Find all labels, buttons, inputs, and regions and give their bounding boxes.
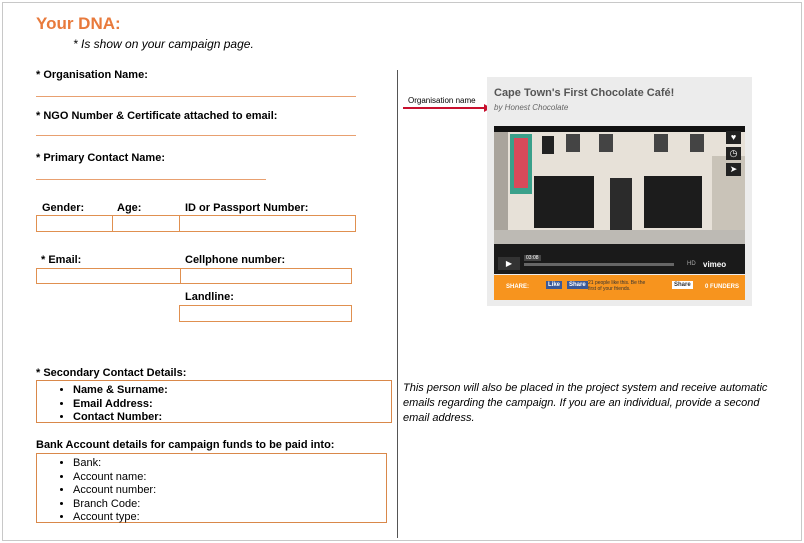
clock-icon[interactable]: ◷ (726, 147, 741, 160)
cellphone-field[interactable] (180, 268, 352, 284)
org-name-label: * Organisation Name: (36, 69, 148, 81)
id-passport-label: ID or Passport Number: (185, 202, 309, 214)
video-card-byline: by Honest Chocolate (494, 103, 569, 112)
list-item: • Account number: (73, 484, 386, 498)
list-item: • Bank: (73, 457, 386, 471)
page-title: Your DNA: (36, 14, 121, 33)
org-name-pointer-label: Organisation name (408, 96, 476, 105)
age-label: Age: (117, 202, 142, 214)
video-card-title: Cape Town's First Chocolate Café! (494, 87, 675, 99)
cellphone-label: Cellphone number: (185, 254, 286, 266)
facebook-social-text: 21 people like this. Be the first of your friends. (588, 280, 646, 292)
landline-field[interactable] (179, 305, 352, 322)
heart-icon[interactable]: ♥ (726, 131, 741, 144)
progress-track[interactable] (524, 263, 674, 266)
ngo-number-label: * NGO Number & Certificate attached to email: (36, 110, 278, 122)
ngo-number-field[interactable] (36, 135, 356, 136)
landline-label: Landline: (185, 291, 234, 303)
send-icon[interactable]: ➤ (726, 163, 741, 176)
org-name-field[interactable] (36, 96, 356, 97)
secondary-contact-heading: * Secondary Contact Details: (36, 367, 187, 379)
video-thumbnail (494, 126, 745, 274)
list-item: • Email Address: (73, 398, 391, 412)
list-item: • Account type: (73, 511, 386, 525)
list-item: • Branch Code: (73, 498, 386, 512)
list-item: • Contact Number: (73, 411, 391, 425)
share-label: SHARE: (506, 284, 530, 290)
video-timestamp: 03:08 (526, 255, 539, 261)
bank-details-heading: Bank Account details for campaign funds to be paid into: (36, 439, 335, 451)
play-icon[interactable]: ▶ (498, 257, 520, 270)
id-passport-field[interactable] (179, 215, 356, 232)
gender-field[interactable] (36, 215, 113, 232)
list-item: • Account name: (73, 471, 386, 485)
card-share-bar (494, 275, 745, 300)
age-field[interactable] (112, 215, 180, 232)
email-label: * Email: (41, 254, 82, 266)
primary-contact-field[interactable] (36, 179, 266, 180)
linkedin-share-button[interactable]: Share (674, 282, 691, 288)
primary-contact-label: * Primary Contact Name: (36, 152, 165, 164)
column-divider (397, 70, 398, 538)
bank-details-box[interactable] (36, 453, 387, 523)
secondary-contact-box[interactable] (36, 380, 392, 423)
secondary-contact-note: This person will also be placed in the project system and receive automatic emails regarding the campaign. If you are an individual, provide a second email address. (403, 382, 768, 424)
gender-label: Gender: (42, 202, 85, 214)
facebook-like-button[interactable]: Like (548, 282, 561, 288)
hd-toggle[interactable]: HD (687, 261, 696, 267)
list-item: • Name & Surname: (73, 384, 391, 398)
email-field[interactable] (36, 268, 181, 284)
vimeo-logo[interactable]: vimeo (703, 260, 727, 269)
funders-count: 0 FUNDERS (705, 284, 740, 290)
facebook-share-button[interactable]: Share (569, 282, 586, 288)
pointer-arrow-icon (402, 103, 492, 113)
page-subtitle: * Is show on your campaign page. (73, 37, 254, 51)
video-player[interactable] (494, 126, 745, 274)
